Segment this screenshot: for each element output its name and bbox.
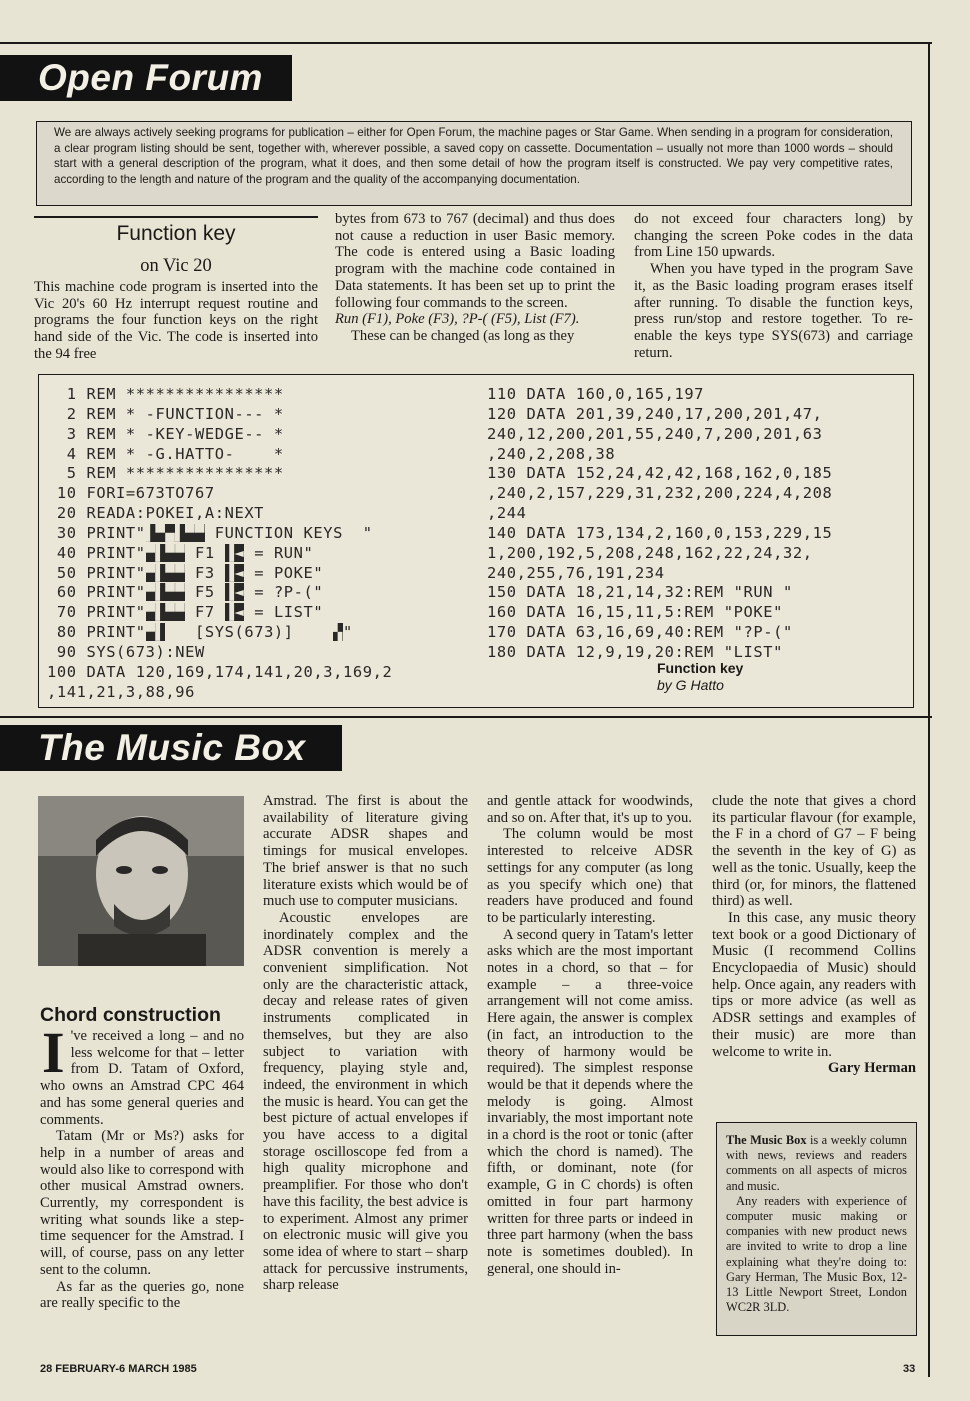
reverse-video-chars: ▌▀▄▌▀▀ (145, 523, 205, 542)
listing-line (47, 524, 392, 544)
music-col1-p3: As far as the queries go, none are really specific to the (40, 1278, 244, 1312)
listing-line (47, 464, 392, 484)
article-column-1 (34, 279, 318, 363)
listing-line: 180 DATA 12,9,19,20:REM "LIST" (487, 642, 783, 661)
subhead-chord-construction: Chord construction (40, 1004, 221, 1026)
music-col2-p2: Acoustic envelopes are inordinately complex and the ADSR convention is merely a convenient simplification. Not only are the characteristic attack, decay and release rates of given instruments complicated in themselves, but they are also subject to variation with frequency, playing style and, indeed, the environment in which the music is heard. You can get the best picture of actual envelopes if you have access to a digital storage oscilloscope fed from a high quality microphone and preamplifier. For those who don't have this facility, the best advice is to experiment. Almost any primer on electronic music will give you some idea of where to start – sharp attack for percussive instruments, sharp release (263, 909, 468, 1294)
listing-line-text: 1 REM **************** (47, 385, 284, 403)
listing-line (47, 623, 392, 643)
listing-print-tail: F1 (185, 543, 225, 562)
listing-line (47, 544, 392, 564)
listing-line-text: 2 REM * -FUNCTION--- * (47, 404, 284, 423)
listing-line: 120 DATA 201,39,240,17,200,201,47, (487, 404, 823, 423)
listing-line-text: 50 PRINT" (47, 563, 146, 582)
listing-left-column (47, 385, 392, 703)
listing-line: ,244 (487, 504, 527, 523)
footer-page-number: 33 (903, 1363, 916, 1375)
listing-line: ,240,2,208,38 (487, 444, 616, 463)
reverse-video-chars: ▀▌ (145, 623, 166, 642)
reverse-video-key: ▐◄ (224, 603, 245, 622)
listing-line-text: 90 SYS(673):NEW (47, 642, 205, 661)
listing-line: 240,12,200,201,55,240,7,200,201,63 (487, 424, 823, 443)
article-title: Function key (116, 222, 236, 245)
listing-line (47, 603, 392, 623)
listing-caption-title: Function key (657, 660, 744, 676)
listing-line-text: 5 REM **************** (47, 464, 284, 483)
music-col1-p2: Tatam (Mr or Ms?) asks for help in a number of areas and would also like to correspond with other musical Amstrad owners. Currently, my correspondent is writing what sounds like a step-time sequencer for the Amstrad. I will, of course, pass on any letter sent to the column. (40, 1128, 244, 1278)
listing-print-tail: FUNCTION KEYS " (204, 523, 373, 542)
article-col2-p3: These can be changed (as long as they (351, 327, 575, 344)
program-listing (38, 374, 914, 708)
article-col2-p2: Run (F1), Poke (F3), ?P-( (F5), List (F7). (335, 311, 580, 328)
article-rule (34, 216, 318, 218)
music-col1-p1-text: 've received a long – and no less welcome for that – letter from D. Tatam of Oxford, who owns an Amstrad CPC 464 and has some general queries and comments. (40, 1028, 244, 1128)
submission-notice: We are always actively seeking programs for publication – either for Open Forum, the machine pages or Star Game. When sending in a program for consideration, a clear program listing should be sent, together with, wherever possible, a saved copy on cassette. Documentation – usually not more than 1000 words – should start with a general description of the program, what it does, and then some detail of how the program itself is constructed. We pay very competitive rates, according to the length and nature of the program and the quality of the accompanying documentation. (36, 121, 912, 206)
listing-print-result: = ?P-(" (244, 583, 324, 602)
music-col3-p1: and gentle attack for woodwinds, and so on. After that, it's up to you. (487, 793, 693, 826)
article-column-3 (634, 211, 913, 361)
listing-line-text: 70 PRINT" (47, 603, 146, 622)
music-column-4 (712, 793, 916, 1077)
article-subtitle: on Vic 20 (140, 256, 212, 276)
article-col3-p2: When you have typed in the program Save it, as the Basic loading program erases itself after running. To disable the function keys, press run/stop and restore together. To re-enable the keys type SYS(673) and carriage return. (634, 261, 913, 361)
music-col4-p2: In this case, any music theory text book or a good Dictionary of Music (I recommend Collins Encyclopaedia of Music) should help. Once again, any readers with tips or more advice (as well as ADSR settings and examples of their music) are more than welcome to write in. (712, 909, 916, 1060)
listing-line-text: 3 REM * -KEY-WEDGE-- * (47, 424, 284, 443)
listing-caption (657, 660, 743, 694)
listing-line (47, 504, 392, 524)
listing-line (47, 643, 392, 663)
listing-line: ,240,2,157,229,31,232,200,224,4,208 (487, 484, 833, 503)
listing-line: 240,255,76,191,234 (487, 563, 665, 582)
listing-line (47, 385, 392, 405)
article-column-2 (335, 211, 615, 345)
listing-line-text: 40 PRINT" (47, 543, 146, 562)
listing-print-result: = RUN" (244, 543, 314, 562)
listing-line-text: ,141,21,3,88,96 (47, 682, 195, 701)
footer-date: 28 FEBRUARY-6 MARCH 1985 (40, 1363, 197, 1375)
listing-print-tail: [SYS(673)] (165, 623, 334, 642)
article-col1-text: This machine code program is inserted into the Vic 20's 60 Hz interrupt request routine and programs the four function keys on the right hand side of the Vic. The code is inserted into the 94 free (34, 279, 318, 362)
listing-print-tail: F5 (185, 583, 225, 602)
listing-print-tail: F7 (185, 603, 225, 622)
listing-line-text: 10 FORI=673TO767 (47, 484, 215, 503)
section-rule (0, 716, 932, 718)
listing-line-text: 4 REM * -G.HATTO- * (47, 444, 284, 463)
listing-line: 160 DATA 16,15,11,5:REM "POKE" (487, 603, 783, 622)
listing-line-text: 80 PRINT" (47, 623, 146, 642)
listing-line-text: 60 PRINT" (47, 583, 146, 602)
music-box-banner: The Music Box (0, 725, 342, 771)
sidebar-p1 (726, 1133, 907, 1194)
author-photo (38, 796, 244, 966)
top-rule (0, 42, 932, 44)
reverse-video-key: ▐◄ (224, 543, 245, 562)
sidebar-p2: Any readers with experience of computer music making or companies with new product news are invited to write to drop a line explaining what they're doing to: Gary Herman, The Music Box, 12-13 Little Newport Street, London WC2R 3LD. (726, 1193, 907, 1315)
listing-line: 110 DATA 160,0,165,197 (487, 385, 705, 403)
reverse-video-key: ▐◄ (224, 583, 245, 602)
listing-right-column (487, 385, 832, 663)
listing-line (47, 663, 392, 683)
music-col3-p3: A second query in Tatam's letter asks which are the most important notes in a chord, so that – for example – a three-voice arrangement will not come amiss. Here again, the answer is complex (in fact, an introduction to the theory of harmony would be required). The simplest response would be that it depends where the melody is going. Almost invariably, the most important note in a chord is the root or tonic (after which the chord is named). The fifth, or dominant, note (for example, G in C chords) is often omitted in four part harmony written for three parts or indeed in three part harmony (when the bass note is sometimes doubled). In general, one should in- (487, 926, 693, 1277)
open-forum-banner: Open Forum (0, 55, 292, 101)
article-col2-p1: bytes from 673 to 767 (decimal) and thus does not cause a reduction in user Basic memory. The code is entered using a Basic loading program with the machine code contained in Data statements. It has been set up to print the following four commands to the screen. (335, 211, 615, 311)
reverse-video-chars: ▀▌▀▀ (145, 583, 186, 602)
music-col4-p1: clude the note that gives a chord its particular flavour (for example, the F in a chord of G7 – F being the seventh in the key of G) as well as the tonic. Usually, keep the third (or, for minors, the flattened third) as well. (712, 793, 916, 910)
listing-line: 1,200,192,5,208,248,162,22,24,32, (487, 543, 813, 562)
listing-line (47, 683, 392, 703)
listing-caption-author: by G Hatto (657, 677, 724, 693)
listing-line (47, 445, 392, 465)
sidebar-bold: The Music Box (726, 1133, 807, 1147)
listing-line: 130 DATA 152,24,42,42,168,162,0,185 (487, 464, 833, 483)
reverse-video-key: ▚ (333, 623, 344, 642)
right-rule (928, 42, 930, 1377)
listing-line (47, 405, 392, 425)
listing-line (47, 425, 392, 445)
reverse-video-key: ▐◄ (224, 563, 245, 582)
author-photo-image (38, 796, 244, 966)
music-col1-p1 (40, 1020, 244, 1128)
listing-line-text: 100 DATA 120,169,174,141,20,3,169,2 (47, 662, 393, 681)
listing-print-tail: F3 (185, 563, 225, 582)
listing-print-result: = LIST" (244, 603, 324, 622)
music-author: Gary Herman (828, 1060, 916, 1077)
listing-line: 170 DATA 63,16,69,40:REM "?P-(" (487, 623, 793, 642)
listing-line (47, 484, 392, 504)
music-col2-p1: Amstrad. The first is about the availability of literature giving accurate ADSR shapes and timings for musical envelopes. The brief answer is that no such literature exists which would be of much use to computer musicians. (263, 793, 468, 910)
reverse-video-chars: ▀▌▀▀ (145, 603, 186, 622)
music-column-2 (263, 793, 468, 1294)
music-column-1 (40, 1020, 244, 1312)
listing-line (47, 564, 392, 584)
listing-print-result: " (343, 623, 353, 642)
listing-line: 150 DATA 18,21,14,32:REM "RUN " (487, 583, 793, 602)
music-column-3 (487, 793, 693, 1277)
dropcap-letter: I (42, 1020, 65, 1085)
listing-line-text: 20 READA:POKEI,A:NEXT (47, 504, 265, 523)
sidebar-p1-text: is a weekly column with news, reviews and readers comments on all aspects of micros and music. (726, 1133, 908, 1193)
listing-line (47, 583, 392, 603)
music-col3-p2: The column would be most interested to relceive ADSR settings for any computer (as long as you specify which one) that readers have produced and found to be particularly interesting. (487, 826, 693, 926)
reverse-video-chars: ▀▌▀▀ (145, 563, 186, 582)
listing-line-text: 30 PRINT" (47, 523, 146, 542)
listing-print-result: = POKE" (244, 563, 324, 582)
music-box-sidebar (716, 1122, 917, 1336)
reverse-video-chars: ▀▌▀▀ (145, 543, 186, 562)
listing-line: 140 DATA 173,134,2,160,0,153,229,15 (487, 523, 833, 542)
article-col3-p1: do not exceed four characters long) by changing the screen Poke codes in the data from Line 150 upwards. (634, 211, 913, 261)
